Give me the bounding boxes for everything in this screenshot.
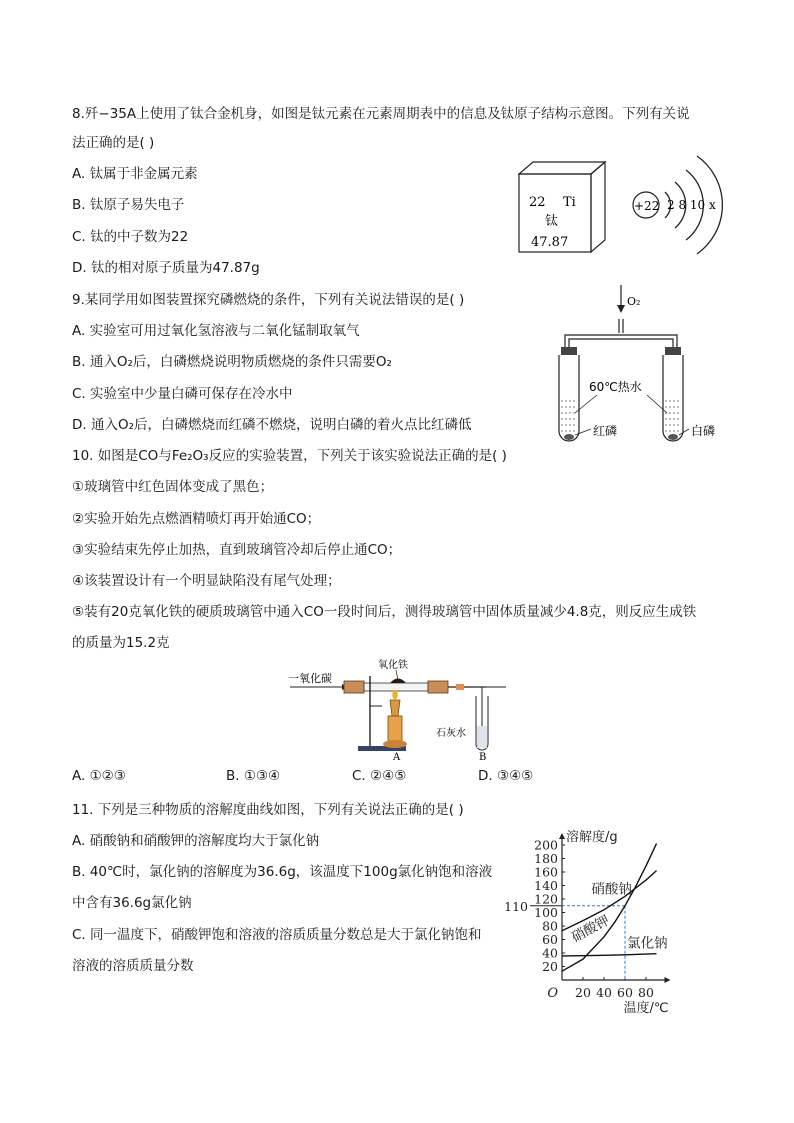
x-tick-label: 60: [617, 985, 633, 1000]
series-label: 硝酸钾: [568, 912, 613, 946]
x-axis-arrow: [665, 977, 671, 983]
q11-option-b-line1: B. 40℃时，氯化钠的溶解度为36.6g，该温度下100g氯化钠饱和溶液: [72, 864, 493, 880]
q11-option-a: A. 硝酸钠和硝酸钾的溶解度均大于氯化钠: [72, 833, 320, 849]
q9-stem: 9.某同学用如图装置探究磷燃烧的条件，下列有关说法错误的是( ): [72, 292, 465, 308]
co-inlet-label: 一氧化碳: [288, 672, 332, 685]
series-line: [562, 844, 657, 972]
y-tick-label: 200: [534, 837, 558, 853]
limewater-label: 石灰水: [436, 728, 466, 739]
element-mass: 47.87: [531, 235, 569, 250]
q10-statement-2: ②实验开始先点燃酒精喷灯再开始通CO；: [72, 511, 321, 527]
q9-option-c: C. 实验室中少量白磷可保存在冷水中: [72, 386, 293, 402]
q10-option-d: D. ③④⑤: [478, 768, 534, 784]
nucleus-charge: +22: [634, 199, 660, 213]
y-tick-label: 180: [534, 851, 558, 866]
origin-label: O: [547, 986, 558, 1001]
white-phosphorus-label: 白磷: [691, 424, 716, 438]
titanium-figure: [515, 146, 735, 264]
shell-electrons: 2 8 10 x: [667, 198, 716, 212]
y-tick-label: 100: [534, 905, 558, 920]
q10-statement-4: ④该装置设计有一个明显缺陷没有尾气处理；: [72, 573, 341, 589]
element-name: 钛: [545, 214, 559, 229]
q8-stem-line1: 8.歼−35A上使用了钛合金机身，如图是钛元素在元素周期表中的信息及钛原子结构示意图。下列有关说: [72, 106, 690, 122]
q8-option-d: D. 钛的相对原子质量为47.87g: [72, 260, 260, 276]
q10-statement-1: ①玻璃管中红色固体变成了黑色；: [72, 479, 274, 495]
phosphorus-apparatus: [535, 283, 725, 443]
series-label: 氯化钠: [627, 935, 668, 952]
q9-option-a: A. 实验室可用过氧化氢溶液与二氧化锰制取氧气: [72, 323, 360, 339]
co-reduction-apparatus: [286, 656, 510, 762]
q10-stem: 10. 如图是CO与Fe₂O₃反应的实验装置，下列关于该实验说法正确的是( ): [72, 448, 507, 464]
q11-option-c-line1: C. 同一温度下，硝酸钾饱和溶液的溶质质量分数总是大于氯化钠饱和: [72, 927, 482, 943]
q10-option-a: A. ①②③: [72, 768, 126, 784]
q8-option-b: B. 钛原子易失电子: [72, 197, 185, 213]
y-tick-label: 140: [534, 878, 558, 893]
label-a: A: [393, 752, 401, 762]
q10-option-c: C. ②④⑤: [352, 768, 407, 784]
x-tick-label: 40: [596, 985, 612, 1000]
q8-option-a: A. 钛属于非金属元素: [72, 166, 198, 182]
y-tick-label: 40: [542, 945, 558, 961]
label-b: B: [479, 752, 487, 762]
y-tick-label: 20: [542, 959, 558, 974]
solubility-chart: [500, 822, 732, 1014]
hot-water-label: 60℃热水: [589, 380, 642, 394]
iron-oxide-label: 氧化铁: [378, 660, 408, 671]
red-phosphorus-label: 红磷: [593, 424, 618, 438]
y-tick-label: 160: [534, 864, 558, 880]
q8-stem-line2: 法正确的是( ): [72, 135, 155, 151]
oxygen-label: O₂: [627, 295, 641, 308]
q11-option-c-line2: 溶液的溶质质量分数: [72, 958, 194, 974]
q8-option-c: C. 钛的中子数为22: [72, 229, 189, 245]
marked-value-label: 110: [504, 898, 528, 914]
y-tick-label: 80: [542, 918, 558, 934]
series-label: 硝酸钠: [591, 881, 632, 898]
y-axis-arrow: [559, 833, 565, 839]
q9-option-b: B. 通入O₂后，白磷燃烧说明物质燃烧的条件只需要O₂: [72, 354, 392, 370]
x-tick-label: 20: [575, 985, 591, 1000]
q10-option-b: B. ①③④: [226, 768, 281, 784]
q10-options: [72, 768, 592, 788]
q11-option-b-line2: 中含有36.6g氯化钠: [72, 895, 192, 911]
y-tick-label: 120: [534, 891, 558, 907]
x-tick-label: 80: [638, 985, 654, 1000]
q9-option-d: D. 通入O₂后，白磷燃烧而红磷不燃烧，说明白磷的着火点比红磷低: [72, 417, 472, 433]
y-tick-label: 60: [542, 932, 558, 947]
q10-statement-5-line2: 的质量为15.2克: [72, 635, 170, 651]
y-axis-title: 溶解度/g: [566, 830, 618, 845]
q11-stem: 11. 下列是三种物质的溶解度曲线如图，下列有关说法正确的是( ): [72, 802, 464, 818]
q10-statement-5-line1: ⑤装有20克氧化铁的硬质玻璃管中通入CO一段时间后，测得玻璃管中固体质量减少4.8克，则反应生成铁: [72, 604, 697, 620]
series-line: [562, 954, 657, 956]
x-axis-title: 温度/℃: [623, 1001, 669, 1014]
q10-statement-3: ③实验结束先停止加热，直到玻璃管冷却后停止通CO；: [72, 542, 402, 558]
element-number: 22: [529, 195, 546, 210]
element-symbol: Ti: [563, 195, 576, 210]
